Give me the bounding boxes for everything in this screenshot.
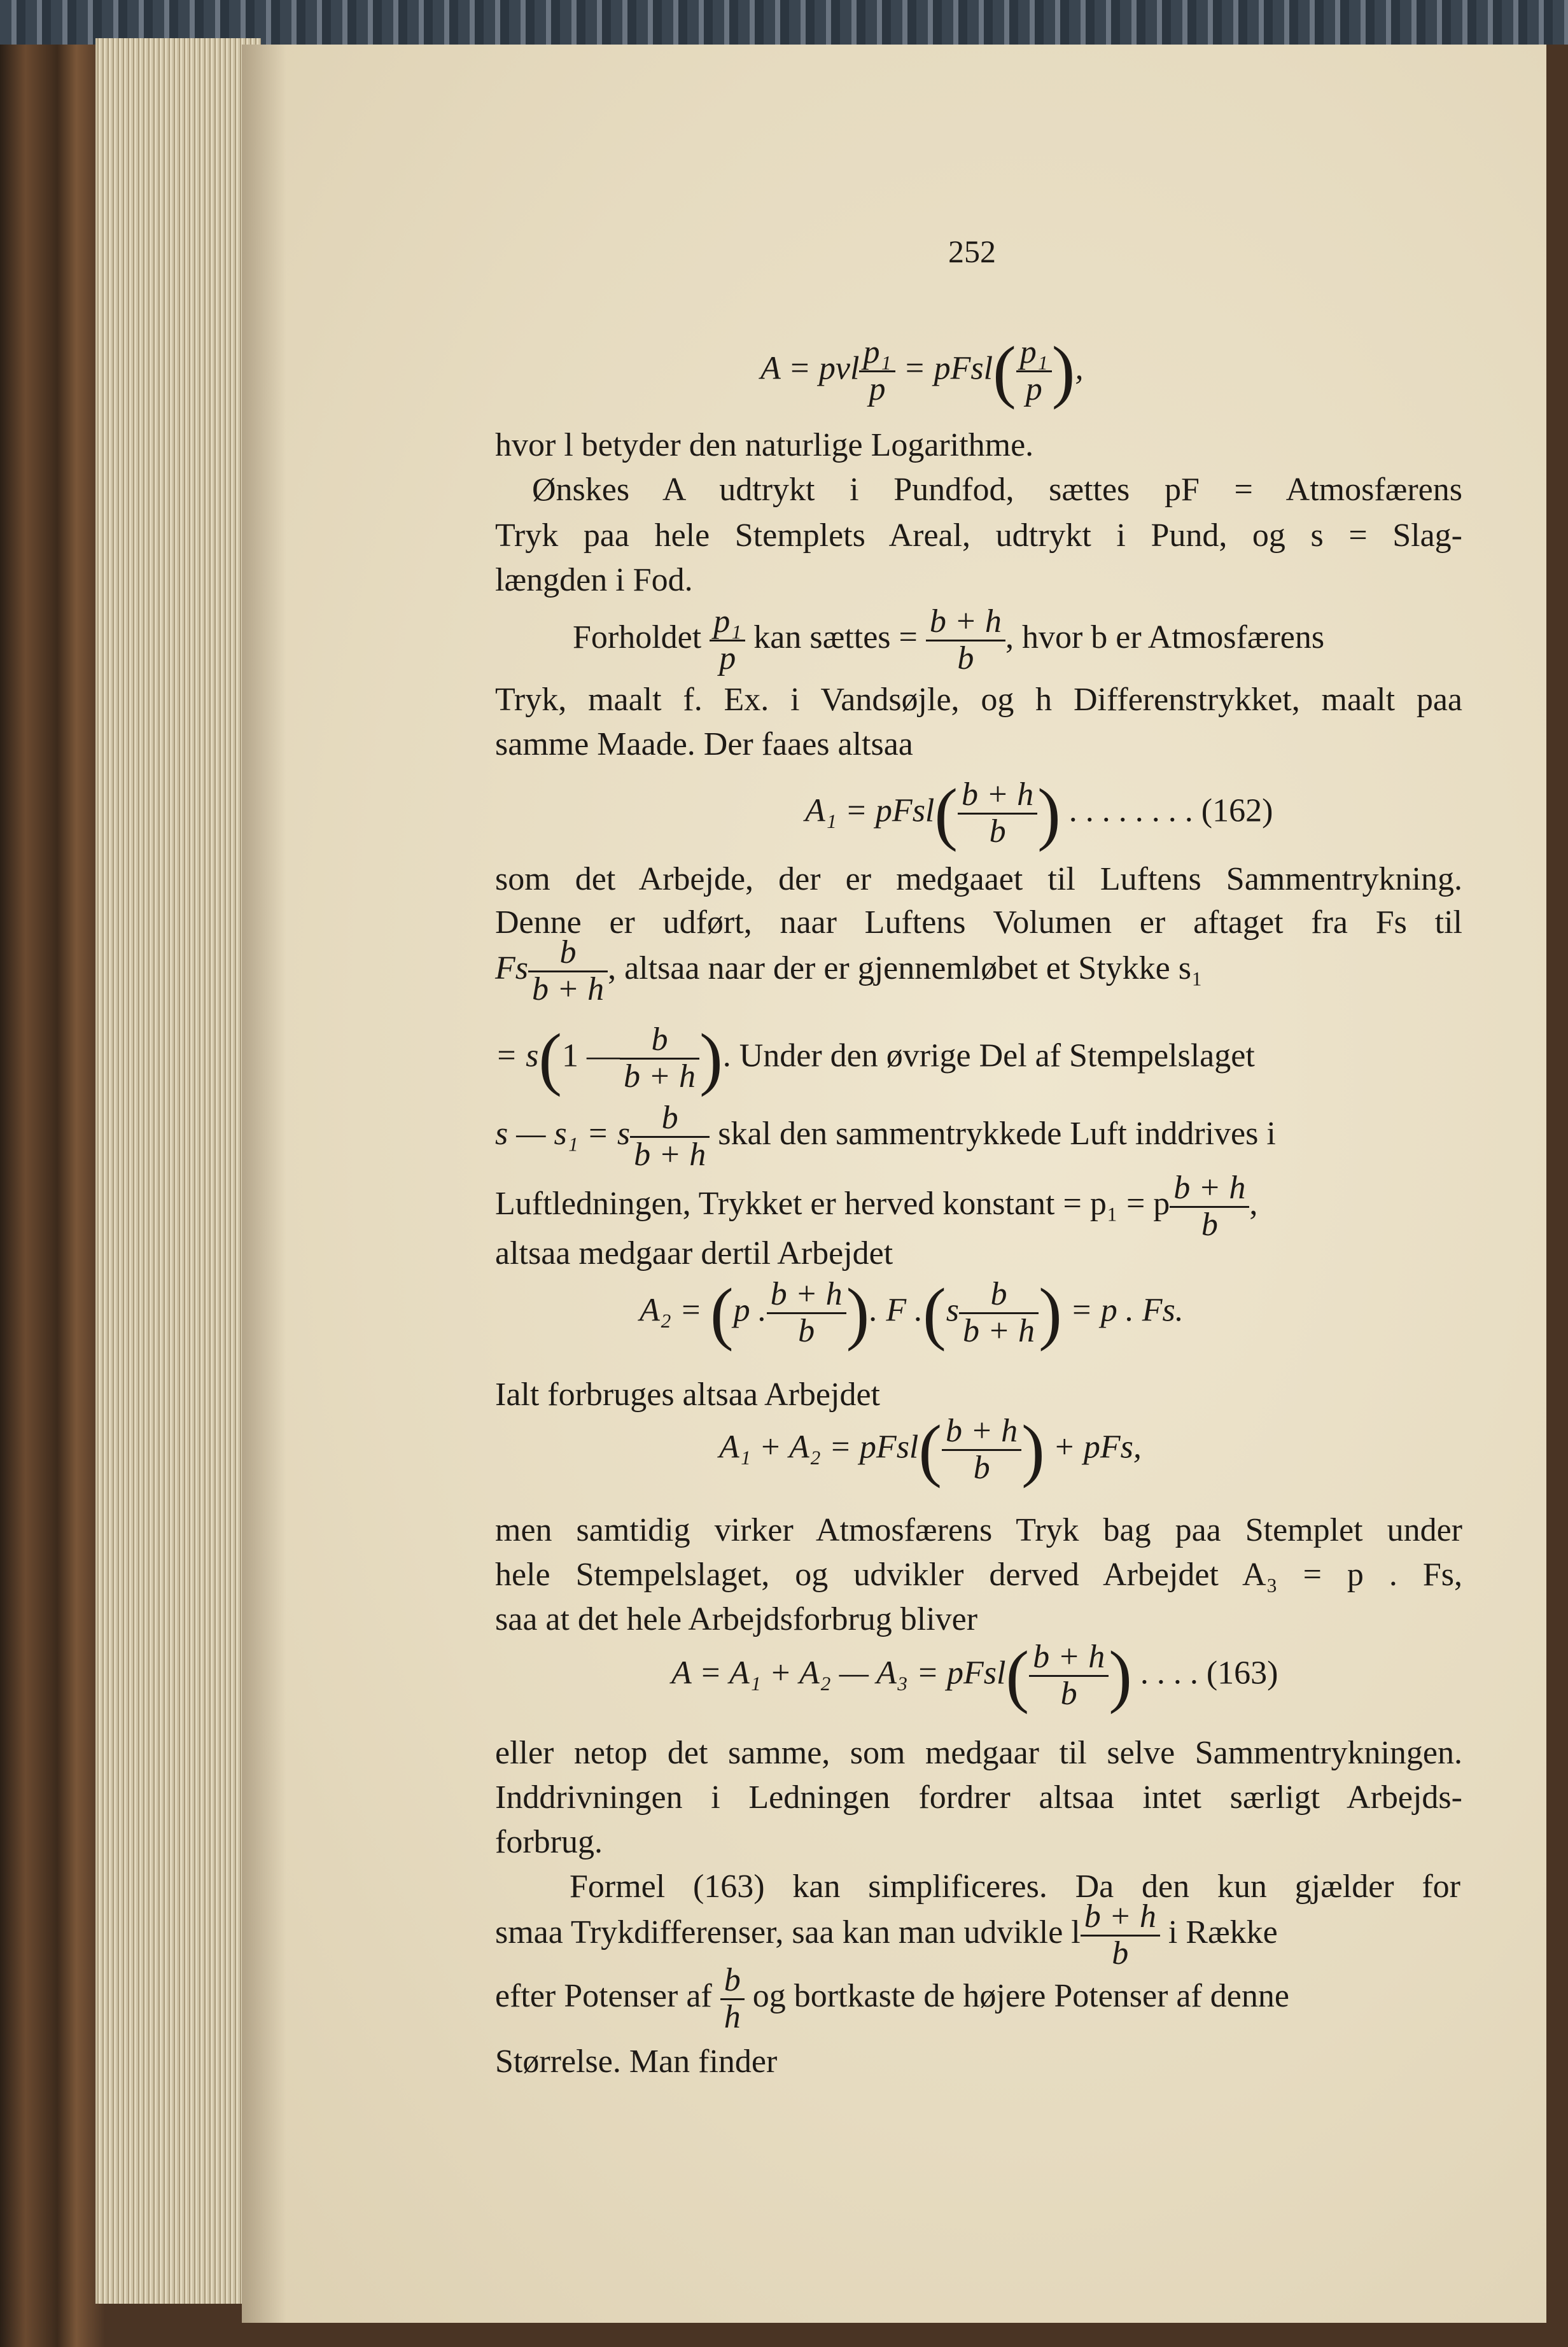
luft-line [495, 1171, 1462, 1242]
equation-163: A = A₁ + A₂ — A₃ = pFsl( $\frac{b + h}{b}$ ) . . . . (163) [671, 1637, 1278, 1714]
equation-162: A₁ = pFsl( $\frac{b + h}{b}$ ) . . . . . . . . (162) [805, 774, 1273, 852]
formula-term: = pvl [788, 350, 860, 387]
fraction-denominator: p [869, 371, 886, 407]
fraction-numerator: b + h [1081, 1900, 1160, 1937]
fraction-denominator: b [1112, 1935, 1129, 1972]
fraction-numerator: p₁ [1016, 335, 1052, 372]
text-line: Tryk paa hele Stemplets Areal, udtrykt i Pund, og s = Slag- [495, 517, 1462, 554]
text-fragment: , hvor b er Atmosfærens [1005, 619, 1325, 656]
fraction [620, 1023, 699, 1094]
gutter-shadow [242, 45, 286, 2323]
fraction [1029, 1640, 1109, 1711]
text-fragment: skal den sammentrykkede Luft inddrives i [718, 1116, 1276, 1152]
fraction-denominator: b + h [962, 1313, 1035, 1349]
equation-a2: A₂ = (p . $\frac{b + h}{b}$ ). F .(s $\frac{b}{b + h}$ ) = p . Fs. [640, 1274, 1184, 1352]
fraction-numerator: b + h [1170, 1171, 1249, 1208]
fraction-numerator: b + h [1029, 1640, 1109, 1677]
fs-line [495, 935, 1462, 1007]
fraction-denominator: b [1060, 1676, 1077, 1712]
formula-logarithm: A = pvl $\frac{\text{p₁}}{p}$ = pFsl( $\frac{\text{p₁}}{p}$ ), [760, 332, 1084, 410]
efter-line [495, 1963, 1462, 2035]
text-line: Størrelse. Man finder [495, 2043, 778, 2080]
fraction [720, 1963, 745, 2035]
text-line: Ønskes A udtrykt i Pundfod, sættes pF = Atmosfærens [532, 472, 1462, 508]
fraction-numerator: b [959, 1277, 1039, 1314]
text-fragment: = s [495, 1037, 539, 1074]
text-line: som det Arbejde, der er medgaaet til Luftens Sammentrykning. [495, 861, 1462, 897]
fraction [528, 935, 608, 1007]
text-line: hele Stempelslaget, og udvikler derved Arbejdet A₃ = p . Fs, [495, 1557, 1462, 1593]
formula-term: = pFsl [903, 350, 993, 387]
equation-number: (162) [1201, 792, 1273, 829]
leader-dots: . . . . [1140, 1655, 1198, 1692]
text-line: Ialt forbruges altsaa Arbejdet [495, 1377, 880, 1413]
text-fragment: 1 — [561, 1037, 620, 1074]
text-line: Formel (163) kan simplificeres. Da den kun gjælder for [570, 1868, 1460, 1905]
text-line: længden i Fod. [495, 562, 693, 598]
fraction-numerator: b [630, 1101, 710, 1138]
equation-lhs: A₁ = pFsl [805, 792, 935, 829]
fraction [1081, 1900, 1160, 1971]
text-line: forbrug. [495, 1824, 603, 1860]
fraction-numerator: p₁ [859, 335, 895, 372]
fraction [630, 1101, 710, 1172]
fraction-numerator: b + h [958, 778, 1037, 815]
fraction-denominator: b [1201, 1206, 1218, 1243]
equation-lhs: A = A₁ + A₂ — A₃ = pFsl [671, 1655, 1006, 1692]
text-fragment: . Under den øvrige Del af Stempelslaget [722, 1037, 1255, 1074]
equation-rhs: = p . Fs. [1070, 1292, 1184, 1329]
formula-lhs: A [760, 350, 780, 387]
fraction-denominator: b + h [623, 1058, 696, 1095]
text-line: samme Maade. Der faaes altsaa [495, 726, 913, 762]
fraction-denominator: b + h [634, 1136, 706, 1173]
fraction-numerator: b + h [942, 1414, 1021, 1451]
text-fragment: s [946, 1292, 959, 1329]
text-fragment: p . [733, 1292, 767, 1329]
fraction-denominator: p [1025, 371, 1042, 407]
text-fragment: og bortkaste de højere Potenser af denne [752, 1978, 1289, 2015]
fraction [1170, 1171, 1249, 1242]
fraction [859, 335, 895, 407]
fraction-denominator: b + h [532, 970, 605, 1007]
s2-line [495, 1101, 1462, 1172]
text-line: Tryk, maalt f. Ex. i Vandsøjle, og h Differenstrykket, maalt paa [495, 682, 1462, 718]
text-fragment: i Række [1168, 1914, 1278, 1951]
fraction [959, 1277, 1039, 1349]
text-line: men samtidig virker Atmosfærens Tryk bag paa Stemplet under [495, 1512, 1462, 1548]
text-fragment: s — s₁ = s [495, 1116, 631, 1152]
equation-number: (163) [1206, 1655, 1278, 1692]
page-number: 252 [948, 234, 996, 269]
smaa-line [495, 1900, 1462, 1971]
equation-rhs: + pFs, [1053, 1429, 1142, 1466]
s-line: = s(1 — $\frac{b}{b + h}$ ). Under den øvrige Del af Stempelslaget [495, 1019, 1255, 1097]
text-fragment: kan sættes = [753, 619, 918, 656]
text-fragment: . F . [869, 1292, 923, 1329]
equation-sum: A₁ + A₂ = pFsl( $\frac{b + h}{b}$ ) + pFs, [719, 1411, 1142, 1489]
fraction-numerator: b [720, 1963, 745, 2000]
forhold-line [573, 605, 1464, 676]
fraction [958, 778, 1037, 849]
text-fragment: smaa Trykdifferenser, saa kan man udvikle l [495, 1914, 1081, 1951]
text-fragment: , altsaa naar der er gjennemløbet et Stykke s₁ [608, 950, 1203, 987]
fraction-denominator: h [724, 1998, 741, 2035]
fraction [926, 605, 1005, 676]
equation-lhs: A₁ + A₂ = pFsl [719, 1429, 919, 1466]
page-edges [95, 38, 261, 2304]
text-line: altsaa medgaar dertil Arbejdet [495, 1235, 893, 1272]
text-fragment: , [1249, 1186, 1258, 1223]
text-fragment: Fs [495, 950, 528, 987]
fraction-denominator: b [798, 1313, 815, 1349]
text-line: Inddrivningen i Ledningen fordrer altsaa intet særligt Arbejds- [495, 1779, 1462, 1816]
fraction-numerator: b [528, 935, 608, 972]
text-fragment: Forholdet [573, 619, 702, 656]
text-line: saa at det hele Arbejdsforbrug bliver [495, 1601, 978, 1637]
fraction-numerator: b + h [926, 605, 1005, 641]
fraction-denominator: p [719, 640, 736, 676]
text-line: hvor l betyder den naturlige Logarithme. [495, 427, 1034, 463]
leader-dots: . . . . . . . . [1068, 792, 1193, 829]
fraction-numerator: b + h [767, 1277, 846, 1314]
fraction [1016, 335, 1052, 407]
text-fragment: Luftledningen, Trykket er herved konstant = p₁ = p [495, 1186, 1170, 1223]
fraction [767, 1277, 846, 1349]
text-line: Denne er udført, naar Luftens Volumen er aftaget fra Fs til [495, 904, 1462, 941]
fraction-denominator: b [973, 1450, 990, 1486]
fraction-denominator: b [989, 813, 1006, 850]
fraction-denominator: b [957, 640, 974, 676]
formula-end: , [1075, 350, 1084, 387]
fraction-numerator: b [620, 1023, 699, 1060]
equation-lhs: A₂ = [640, 1292, 710, 1329]
fraction [942, 1414, 1021, 1485]
text-fragment: efter Potenser af [495, 1978, 712, 2015]
fraction [710, 605, 745, 676]
fraction-numerator: p₁ [710, 605, 745, 641]
text-line: eller netop det samme, som medgaar til selve Sammentrykningen. [495, 1735, 1462, 1771]
